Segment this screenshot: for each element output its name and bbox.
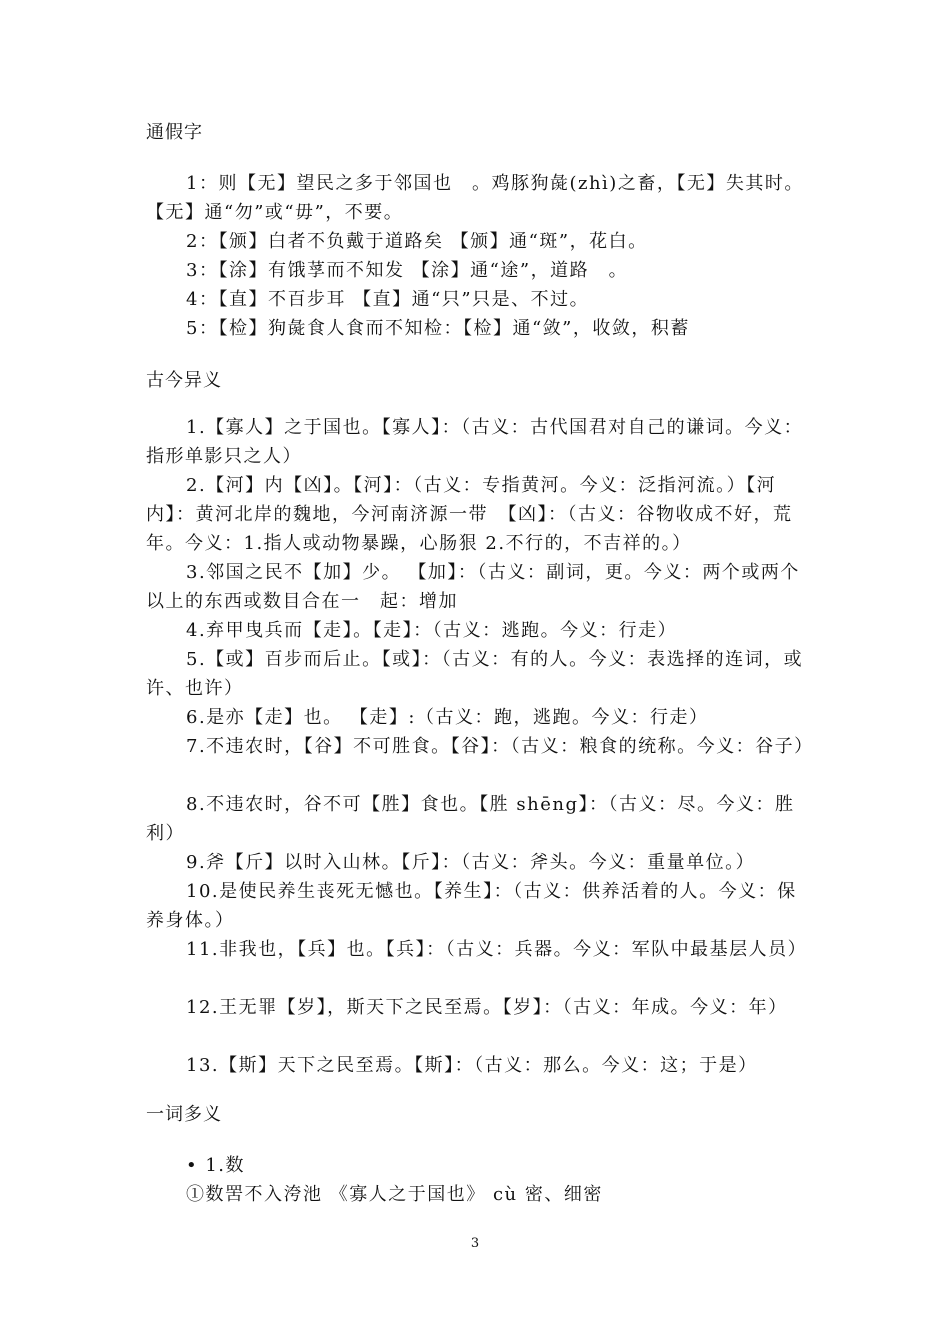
list-item: 1.【寡人】之于国也。【寡人】：（古义：古代国君对自己的谦词。今义：指形单影只之人） [146, 417, 804, 467]
list-item: 1：则【无】望民之多于邻国也 。鸡豚狗彘(zhì)之畜，【无】失其时。【无】通“勿”或“毋”，不要。 [146, 173, 804, 223]
list-item: 4：【直】不百步耳 【直】通“只”只是、不过。 [186, 289, 590, 310]
list-item: • 1.数 [186, 1155, 246, 1176]
list-item: 3.邻国之民不【加】少。 【加】：（古义：副词，更。今义：两个或两个以上的东西或数目合在一 起：增加 [146, 562, 800, 612]
list-item: 4.弃甲曳兵而【走】。【走】：（古义：逃跑。今义：行走） [186, 620, 678, 641]
list-item: 11.非我也，【兵】也。【兵】：（古义：兵器。今义：军队中最基层人员） [186, 939, 808, 960]
list-item: 10.是使民养生丧死无憾也。【养生】：（古义：供养活着的人。今义：保养身体。） [146, 881, 797, 931]
list-item: 2：【颁】白者不负戴于道路矣 【颁】通“斑”，花白。 [186, 231, 648, 252]
list-item: 9.斧【斤】以时入山林。【斤】：（古义：斧头。今义：重量单位。） [186, 852, 756, 873]
section-title-tongjiazi: 通假字 [146, 122, 203, 143]
section-title-gujinyiyi: 古今异义 [146, 370, 222, 391]
page-number: 3 [470, 1236, 480, 1251]
list-item: 3：【涂】有饿莩而不知发 【涂】通“途”，道路 。 [186, 260, 629, 281]
section-title-yiciduoyi: 一词多义 [146, 1104, 222, 1125]
list-item: 6.是亦【走】也。 【走】:（古义：跑，逃跑。今义：行走） [186, 707, 709, 728]
list-item: 5.【或】百步而后止。【或】：（古义：有的人。今义：表选择的连词，或许、也许） [146, 649, 804, 699]
list-item: 8.不违农时，谷不可【胜】食也。【胜 shēng】：（古义：尽。今义：胜利） [146, 794, 795, 844]
list-item: 7.不违农时，【谷】不可胜食。【谷】：（古义：粮食的统称。今义：谷子） [186, 736, 814, 757]
list-item: 12.王无罪【岁】，斯天下之民至焉。【岁】：（古义：年成。今义：年） [186, 997, 788, 1018]
list-item: 2.【河】内【凶】。【河】：（古义：专指黄河。今义：泛指河流。）【河内】：黄河北岸的魏地，今河南济源一带 【凶】：（古义：谷物收成不好，荒年。今义：1.指人或动物暴躁，心肠狠 2.不行的，不吉祥的。） [146, 475, 793, 554]
list-item: 5：【检】狗彘食人食而不知检：【检】通“敛”，收敛，积蓄 [186, 318, 690, 339]
list-item: ①数罟不入洿池 《寡人之于国也》 cù 密、细密 [186, 1184, 603, 1205]
list-item: 13.【斯】天下之民至焉。【斯】：（古义：那么。今义：这；于是） [186, 1055, 758, 1076]
